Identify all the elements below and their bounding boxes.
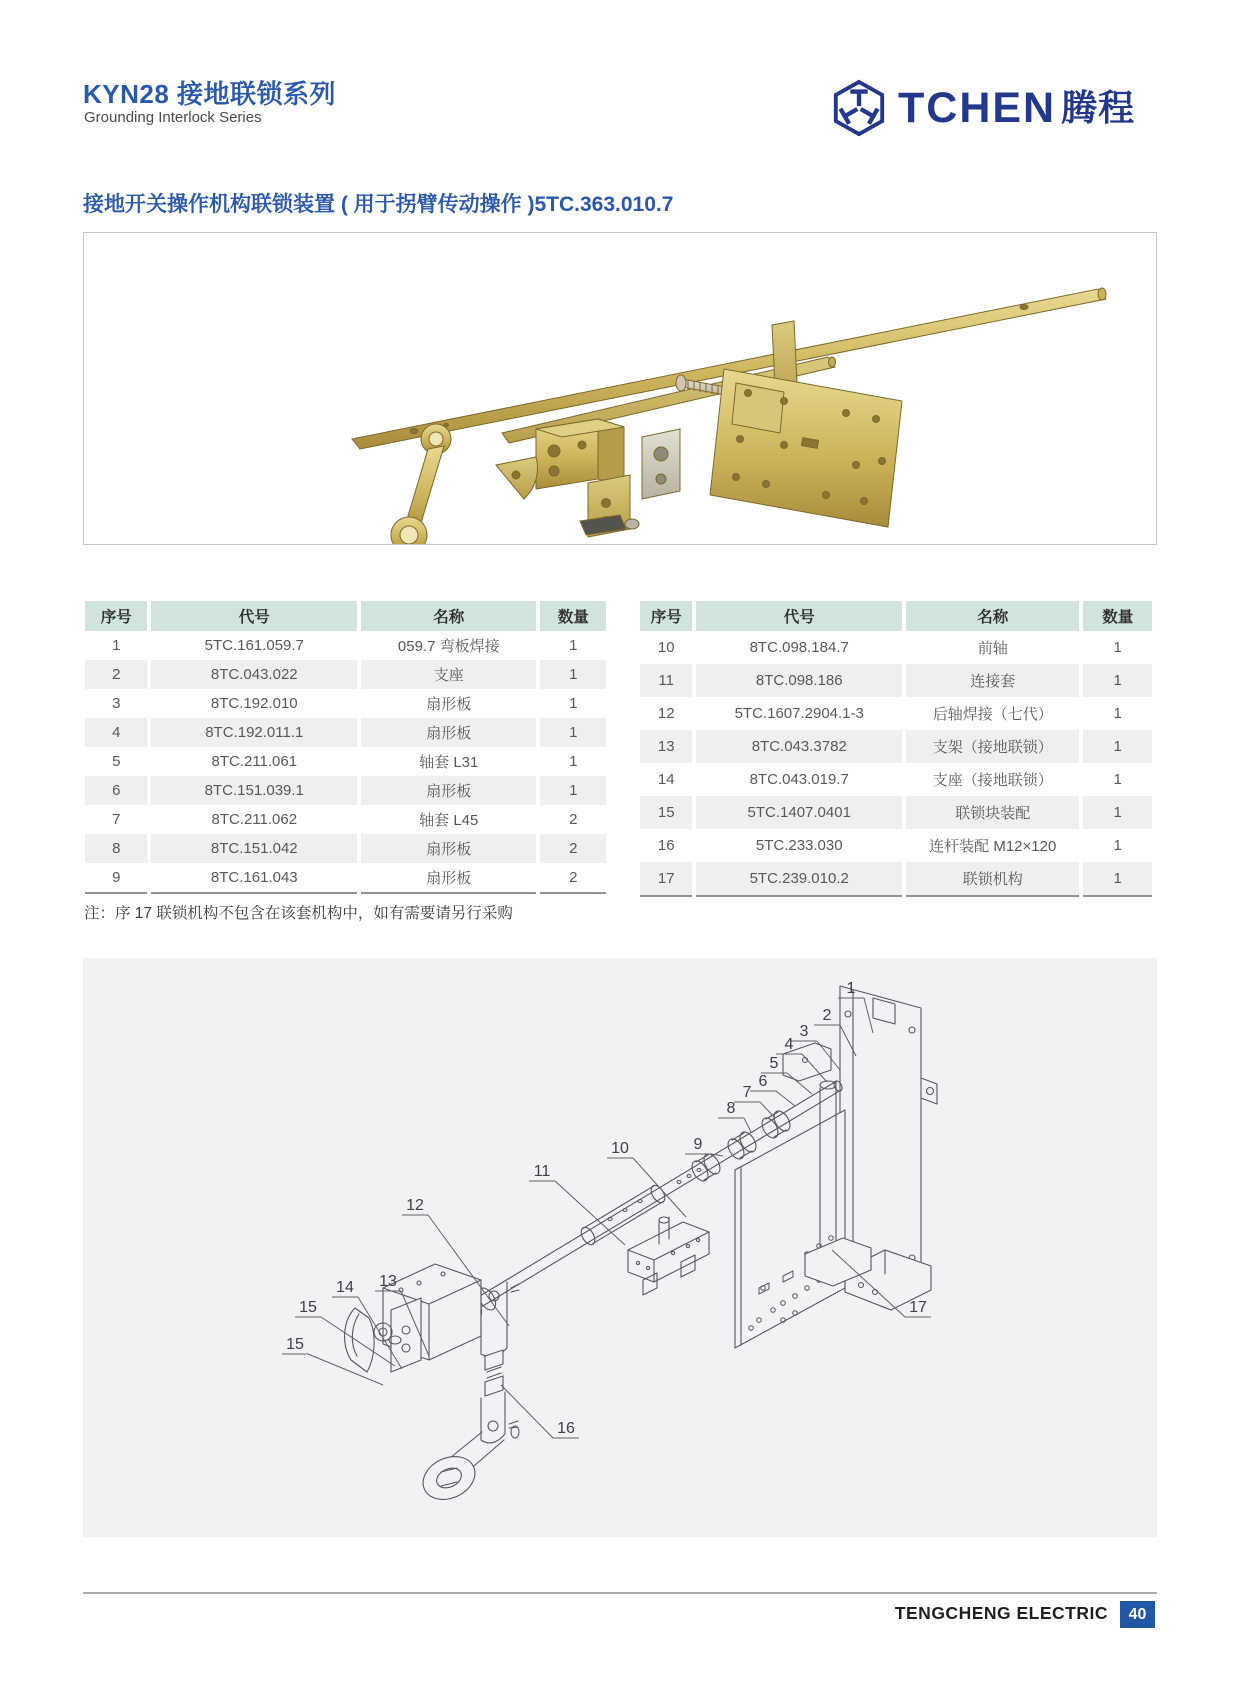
column-header: 数量 xyxy=(540,601,606,631)
callout-number: 17 xyxy=(909,1299,927,1316)
table-cell: 16 xyxy=(657,837,675,854)
table-cell: 1 xyxy=(540,718,606,747)
column-header: 序号 xyxy=(640,601,692,631)
table-cell: 支座 xyxy=(361,660,536,689)
footer-divider xyxy=(83,1592,1157,1594)
table-header-row xyxy=(85,601,606,631)
table-row xyxy=(640,664,1152,697)
column-header: 名称 xyxy=(361,601,536,631)
table-cell: 连杆装配 M12×120 xyxy=(929,838,1057,855)
footer-page-badge: 40 xyxy=(1120,1601,1155,1628)
callout-number: 15 xyxy=(299,1299,317,1316)
table-cell: 8TC.161.043 xyxy=(151,863,357,894)
parts-photo-frame xyxy=(83,232,1157,545)
table-row xyxy=(85,834,606,863)
table-cell: 1 xyxy=(540,776,606,805)
callout-number: 2 xyxy=(822,1007,832,1024)
table-row xyxy=(85,747,606,776)
table-cell: 059.7 弯板焊接 xyxy=(397,638,500,655)
table-row xyxy=(85,863,606,894)
section-title: 接地开关操作机构联锁装置 ( 用于拐臂传动操作 )5TC.363.010.7 xyxy=(83,193,674,216)
table-cell: 轴套 L31 xyxy=(419,754,479,771)
column-header: 代号 xyxy=(696,601,902,631)
table-cell: 10 xyxy=(657,639,675,656)
page-title: KYN28 接地联锁系列 xyxy=(83,79,337,109)
table-cell: 1 xyxy=(1083,664,1152,697)
table-cell: 4 xyxy=(85,718,147,747)
callout-number: 1 xyxy=(846,980,856,997)
table-cell: 8TC.192.010 xyxy=(210,695,298,712)
table-row xyxy=(85,631,606,660)
table-cell: 支座（接地联锁） xyxy=(932,772,1053,789)
table-cell: 8TC.043.022 xyxy=(151,660,357,689)
table-cell: 扇形板 xyxy=(361,834,536,863)
table-cell: 5TC.1407.0401 xyxy=(696,796,902,829)
table-cell: 5TC.233.030 xyxy=(755,837,843,854)
table-cell: 8TC.043.019.7 xyxy=(749,771,849,788)
parts-photo-illustration xyxy=(84,233,1156,544)
table-cell: 8 xyxy=(85,834,147,863)
parts-table-right xyxy=(636,601,1156,897)
table-row xyxy=(640,796,1152,829)
table-row xyxy=(640,631,1152,664)
table-cell: 8TC.211.062 xyxy=(211,811,298,828)
table-cell: 前轴 xyxy=(977,640,1008,657)
table-cell: 1 xyxy=(540,660,606,689)
callout-number: 11 xyxy=(533,1163,551,1180)
table-cell: 1 xyxy=(569,753,578,770)
callout-number: 7 xyxy=(742,1084,752,1101)
table-cell: 1 xyxy=(1113,705,1122,722)
table-cell: 1 xyxy=(1113,771,1122,788)
column-header: 名称 xyxy=(906,601,1079,631)
table-cell: 12 xyxy=(657,705,675,722)
callout-number: 4 xyxy=(784,1036,794,1053)
table-cell: 8TC.192.011.1 xyxy=(151,718,357,747)
logo-text-cn: 腾程 xyxy=(1061,87,1136,128)
table-cell: 15 xyxy=(640,796,692,829)
table-cell: 7 xyxy=(112,811,121,828)
table-row xyxy=(85,718,606,747)
table-cell: 1 xyxy=(1113,837,1122,854)
assembly-diagram xyxy=(83,958,1157,1537)
table-cell: 扇形板 xyxy=(361,718,536,747)
parts-table-left xyxy=(81,601,610,894)
table-cell: 1 xyxy=(1083,796,1152,829)
table-row xyxy=(640,862,1152,897)
table-cell: 2 xyxy=(540,863,606,894)
table-row xyxy=(85,689,606,718)
table-cell: 支架（接地联锁） xyxy=(906,730,1079,763)
table-row xyxy=(640,730,1152,763)
note-text: 注：序 17 联锁机构不包含在该套机构中，如有需要请另行采购 xyxy=(84,905,513,922)
table-row xyxy=(85,805,606,834)
table-cell: 联锁块装配 xyxy=(906,796,1079,829)
callout-number: 10 xyxy=(611,1140,629,1157)
table-cell: 9 xyxy=(85,863,147,894)
table-cell: 扇形板 xyxy=(361,776,536,805)
table-row xyxy=(640,763,1152,796)
table-cell: 后轴焊接（七代） xyxy=(932,706,1053,723)
callout-number: 14 xyxy=(336,1279,354,1296)
callout-number: 12 xyxy=(406,1197,424,1214)
table-cell: 8TC.211.061 xyxy=(211,753,298,770)
table-row xyxy=(85,776,606,805)
column-header: 代号 xyxy=(151,601,357,631)
table-cell: 13 xyxy=(640,730,692,763)
callout-number: 16 xyxy=(557,1420,575,1437)
column-header: 序号 xyxy=(85,601,147,631)
table-cell: 11 xyxy=(640,664,692,697)
table-cell: 2 xyxy=(85,660,147,689)
table-cell: 8TC.098.184.7 xyxy=(749,639,849,656)
footer-company: TENGCHENG ELECTRIC xyxy=(894,1603,1108,1623)
table-row xyxy=(640,829,1152,862)
table-cell: 5TC.161.059.7 xyxy=(204,637,304,654)
callout-number: 13 xyxy=(379,1273,397,1290)
table-cell: 2 xyxy=(569,811,578,828)
logo-text-en: TCHEN xyxy=(898,83,1057,132)
table-row xyxy=(85,660,606,689)
table-cell: 1 xyxy=(1083,730,1152,763)
table-cell: 8TC.151.042 xyxy=(151,834,357,863)
table-cell: 轴套 L45 xyxy=(419,812,479,829)
table-cell: 3 xyxy=(112,695,121,712)
table-cell: 1 xyxy=(112,637,121,654)
brand-logo xyxy=(830,76,1135,140)
table-cell: 1 xyxy=(569,637,578,654)
logo-mark-icon xyxy=(830,77,888,139)
callout-number: 3 xyxy=(799,1023,809,1040)
table-cell: 5 xyxy=(112,753,121,770)
column-header: 数量 xyxy=(1083,601,1152,631)
table-cell: 8TC.098.186 xyxy=(696,664,902,697)
table-cell: 2 xyxy=(540,834,606,863)
callout-number: 5 xyxy=(769,1055,779,1072)
table-cell: 14 xyxy=(657,771,675,788)
table-cell: 扇形板 xyxy=(426,696,472,713)
table-cell: 8TC.151.039.1 xyxy=(151,776,357,805)
table-cell: 6 xyxy=(85,776,147,805)
callout-number: 9 xyxy=(693,1136,703,1153)
table-cell: 1 xyxy=(1083,862,1152,897)
diagram-canvas xyxy=(83,958,1157,1537)
table-cell: 5TC.239.010.2 xyxy=(696,862,902,897)
table-cell: 连接套 xyxy=(906,664,1079,697)
table-cell: 5TC.1607.2904.1-3 xyxy=(734,705,864,722)
table-cell: 扇形板 xyxy=(361,863,536,894)
table-cell: 1 xyxy=(569,695,578,712)
callout-number: 15 xyxy=(286,1336,304,1353)
page-subtitle: Grounding Interlock Series xyxy=(84,109,262,126)
table-header-row xyxy=(640,601,1152,631)
callout-number: 6 xyxy=(758,1073,768,1090)
table-cell: 1 xyxy=(1113,639,1122,656)
table-row xyxy=(640,697,1152,730)
table-cell: 17 xyxy=(640,862,692,897)
callout-number: 8 xyxy=(726,1100,736,1117)
table-cell: 联锁机构 xyxy=(906,862,1079,897)
table-cell: 8TC.043.3782 xyxy=(696,730,902,763)
